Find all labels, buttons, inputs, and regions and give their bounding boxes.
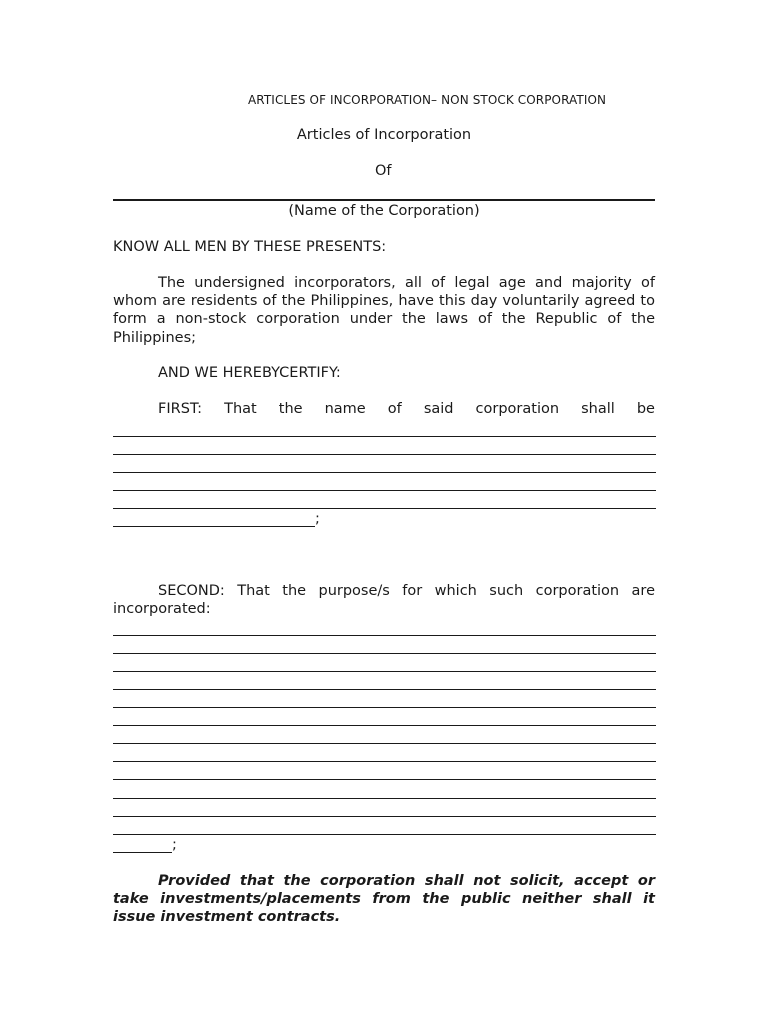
fill-in-line[interactable] xyxy=(113,508,656,509)
first-clause-word: name xyxy=(324,401,366,417)
incorporators-paragraph xyxy=(113,274,655,347)
second-clause-text: SECOND: That the purpose/s for which such corporation are incorporated: xyxy=(113,583,655,618)
fill-in-line[interactable] xyxy=(113,472,656,473)
know-all-men-heading: KNOW ALL MEN BY THESE PRESENTS: xyxy=(113,239,387,255)
proviso-text: Provided that the corporation shall not solicit, accept or take investments/placements from the public neither shall it issue investment contracts. xyxy=(113,873,655,926)
corporation-name-caption: (Name of the Corporation) xyxy=(288,203,480,219)
second-clause xyxy=(113,582,655,618)
first-clause-terminator: ; xyxy=(315,511,320,527)
fill-in-line[interactable] xyxy=(113,761,656,762)
fill-in-line[interactable] xyxy=(113,490,656,491)
second-clause-terminator: ; xyxy=(172,837,177,853)
fill-in-line[interactable] xyxy=(113,454,656,455)
fill-in-line[interactable] xyxy=(113,834,656,835)
first-clause-word: of xyxy=(387,401,402,417)
first-clause xyxy=(158,401,655,417)
fill-in-line[interactable] xyxy=(113,436,656,437)
fill-in-line[interactable] xyxy=(113,653,656,654)
fill-in-line[interactable] xyxy=(113,635,656,636)
incorporators-paragraph-text: The undersigned incorporators, all of legal age and majority of whom are residents of the Philippines, have this day voluntarily agreed to form a non-stock corporation under the laws of the Republic of the Philippines; xyxy=(113,275,655,346)
corporation-name-line xyxy=(113,199,655,201)
fill-in-line[interactable] xyxy=(113,725,656,726)
first-clause-word: be xyxy=(636,401,655,417)
first-clause-word: said xyxy=(423,401,454,417)
fill-in-line[interactable] xyxy=(113,816,656,817)
fill-in-line[interactable] xyxy=(113,707,656,708)
fill-in-line[interactable] xyxy=(113,798,656,799)
document-title-text: Articles of Incorporation xyxy=(296,127,472,143)
fill-in-line[interactable] xyxy=(113,779,656,780)
first-clause-word: That xyxy=(224,401,257,417)
proviso-paragraph xyxy=(113,872,655,927)
fill-in-line[interactable] xyxy=(113,689,656,690)
first-clause-word: the xyxy=(278,401,303,417)
of-label: Of xyxy=(375,163,392,179)
document-title xyxy=(0,127,768,143)
fill-in-line[interactable] xyxy=(113,671,656,672)
fill-in-line[interactable] xyxy=(113,852,172,853)
certify-heading: AND WE HEREBYCERTIFY: xyxy=(158,365,341,381)
first-clause-word: shall xyxy=(581,401,615,417)
fill-in-line[interactable] xyxy=(113,743,656,744)
first-clause-word: FIRST: xyxy=(158,401,203,417)
first-clause-word: corporation xyxy=(475,401,560,417)
document-header: ARTICLES OF INCORPORATION– NON STOCK CORPORATION xyxy=(248,93,607,107)
fill-in-line[interactable] xyxy=(113,526,315,527)
